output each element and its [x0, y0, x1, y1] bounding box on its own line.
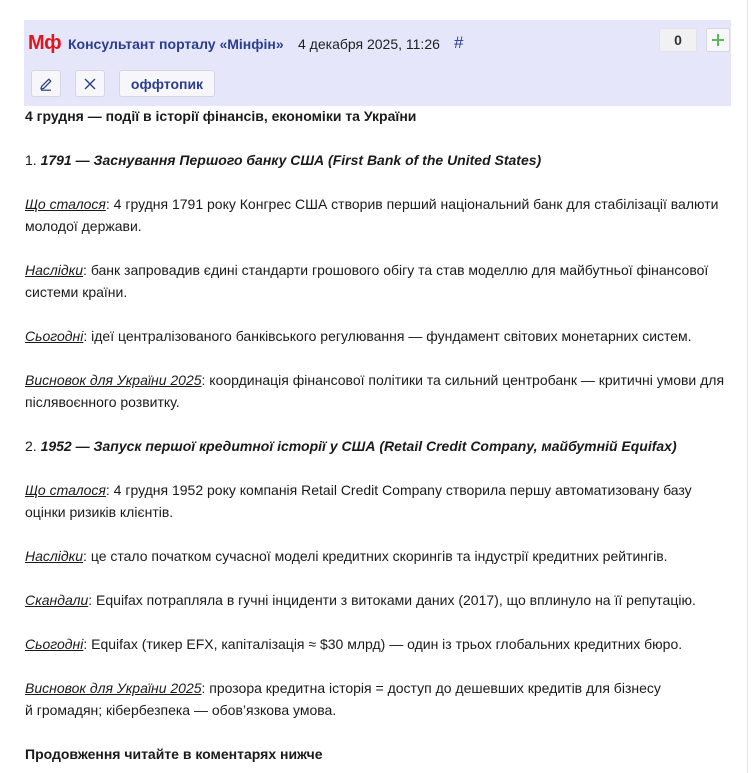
permalink-hash[interactable]: # — [454, 33, 464, 52]
continue-note: Продовження читайте в коментарях нижче — [25, 746, 323, 762]
minfin-logo[interactable]: Мф — [28, 32, 62, 54]
item-2-conclusion: Висновок для України 2025: прозора кредитна історія = доступ до дешевших кредитів для бізнесу й громадян; кібербезпека — обов’язкова умова. — [25, 680, 661, 718]
item-1-conclusion: Висновок для України 2025: координація фінансової політики та сильний центробанк — критичні умови для післявоєнного розвитку. — [25, 372, 725, 410]
close-icon — [82, 76, 98, 92]
post-date: 4 декабря 2025, 11:26 — [298, 36, 440, 52]
item-2-heading: 2. 1952 — Запуск першої кредитної історії у США (Retail Credit Company, майбутній Equifax) — [25, 438, 677, 454]
author-link[interactable]: Консультант порталу «Мінфін» — [68, 36, 284, 52]
post-title: 4 грудня — події в історії фінансів, економіки та України — [25, 108, 417, 124]
edit-button[interactable] — [31, 70, 61, 97]
vote-score: 0 — [659, 28, 697, 52]
item-2-consequences: Наслідки: це стало початком сучасної моделі кредитних скорингів та індустрії кредитних рейтингів. — [25, 548, 668, 564]
pencil-icon — [38, 76, 54, 92]
item-1-what: Що сталося: 4 грудня 1791 року Конгрес США створив перший національний банк для стабілізації валюти молодої держави. — [25, 196, 719, 234]
item-2-scandals: Скандали: Equifax потрапляла в гучні інциденти з витоками даних (2017), що вплинуло на її репутацію. — [25, 592, 696, 608]
item-2-today: Сьогодні: Equifax (тикер EFX, капіталізація ≈ $30 млрд) — один із трьох глобальних кредитних бюро. — [25, 636, 683, 652]
upvote-button[interactable] — [706, 28, 730, 52]
item-1-heading: 1. 1791 — Заснування Першого банку США (First Bank of the United States) — [25, 152, 542, 168]
offtopic-tag-button[interactable]: оффтопик — [119, 70, 215, 97]
item-1-consequences: Наслідки: банк запровадив єдині стандарти грошового обігу та став моделлю для майбутньої фінансової системи країни. — [25, 262, 709, 300]
item-2-what: Що сталося: 4 грудня 1952 року компанія Retail Credit Company створила першу автоматизовану базу оцінки ризиків клієнтів. — [25, 482, 692, 520]
plus-icon — [711, 33, 725, 47]
close-button[interactable] — [75, 70, 105, 97]
item-1-today: Сьогодні: ідеї централізованого банківського регулювання — фундамент світових монетарних систем. — [25, 328, 692, 344]
post-body — [25, 105, 730, 765]
post-header — [24, 20, 731, 106]
